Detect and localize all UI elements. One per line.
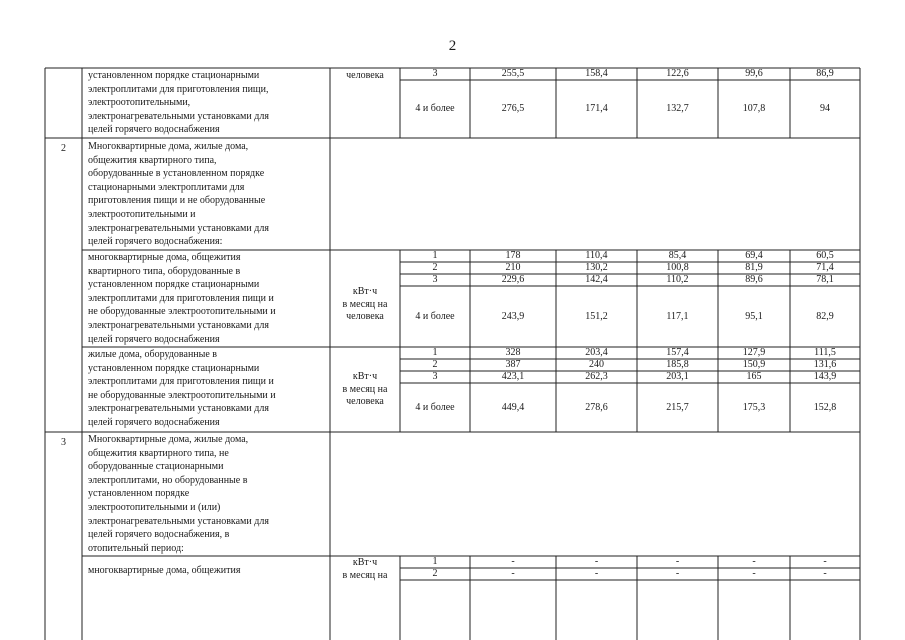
norm-value: 130,2 (585, 262, 608, 274)
section-heading: целей горячего водоснабжения, в (88, 529, 230, 541)
norm-value: - (594, 568, 599, 580)
norm-value: 276,5 (501, 103, 525, 115)
norm-value: 69,4 (745, 250, 763, 262)
row-description: электронагревательными установками для (88, 320, 269, 331)
unit-label: кВт·ч (352, 371, 378, 382)
norm-value: 255,5 (501, 68, 525, 80)
norm-value: - (752, 568, 756, 580)
norm-value: 203,4 (585, 347, 608, 359)
row-description: электронагревательными установками для (88, 403, 269, 415)
row-description: электроплитами для приготовления пищи и (88, 376, 274, 388)
section-heading: общежития квартирного типа, не (88, 447, 229, 459)
norm-value: 151,2 (585, 310, 608, 322)
norm-value: 387 (505, 359, 521, 371)
row-description: целей горячего водоснабжения (88, 333, 220, 345)
section-heading: установленном порядке (88, 488, 190, 500)
unit-label: в месяц на (342, 298, 388, 310)
norm-value: 110,2 (666, 274, 689, 286)
section-heading: электроотопительными и (или) (88, 502, 221, 513)
section-number: 2 (61, 143, 66, 154)
row-description: многоквартирные дома, общежития (88, 565, 241, 576)
norm-value: - (511, 568, 515, 580)
room-count: 1 (432, 250, 438, 262)
norm-value: 143,9 (813, 371, 837, 383)
norm-value: 99,6 (745, 68, 763, 80)
unit-label: кВт·ч (352, 557, 378, 568)
norm-value: 185,8 (666, 359, 689, 371)
norm-value: 262,3 (585, 371, 608, 383)
norm-value: - (675, 556, 680, 568)
page-number: 2 (448, 38, 457, 54)
norm-value: - (752, 556, 756, 568)
row-description: электронагревательными установками для (88, 110, 269, 122)
section-heading: целей горячего водоснабжения: (88, 236, 223, 248)
section-heading: оборудованные стационарными (88, 461, 224, 473)
unit-label: в месяц на (342, 569, 388, 581)
norm-value: 165 (746, 371, 762, 383)
norm-value: - (511, 556, 515, 568)
row-description: многоквартирные дома, общежития (88, 252, 241, 263)
room-count: 4 и более (415, 103, 455, 115)
section-heading: отопительный период: (88, 542, 184, 554)
norm-value: 78,1 (816, 274, 834, 286)
norm-value: 60,5 (816, 250, 834, 262)
row-description: целей горячего водоснабжения (88, 417, 220, 428)
norm-value: 423,1 (501, 371, 525, 383)
section-heading: Многоквартирные дома, жилые дома, (88, 141, 249, 152)
norm-value: 142,4 (585, 274, 608, 286)
row-description: электроотопительными, (88, 97, 191, 109)
unit-label: в месяц на (342, 383, 388, 395)
norm-value: 107,8 (742, 103, 766, 115)
norm-value: 157,4 (666, 347, 689, 359)
row-description: электроплитами для приготовления пищи, (88, 83, 269, 95)
room-count: 2 (432, 262, 438, 274)
norm-value: 111,5 (814, 347, 836, 359)
unit-label: человека (346, 396, 384, 407)
norm-value: 110,4 (585, 250, 608, 262)
norm-value: 131,6 (813, 359, 837, 371)
section-heading: электроотопительными и (88, 209, 196, 220)
section-heading: общежития квартирного типа, (88, 154, 217, 166)
norm-value: 175,3 (742, 401, 766, 413)
norm-value: 132,7 (666, 103, 689, 115)
row-description: квартирного типа, оборудованные в (88, 265, 241, 277)
norm-value: 117,1 (666, 310, 689, 322)
norm-value: 229,6 (501, 274, 525, 286)
norm-value: 81,9 (745, 262, 763, 274)
room-count: 3 (432, 68, 438, 80)
norm-value: 85,4 (668, 250, 687, 262)
row-description: электроплитами для приготовления пищи и (88, 292, 274, 304)
norm-value: 210 (505, 262, 521, 274)
norm-value: 89,6 (745, 274, 763, 286)
norm-value: 171,4 (585, 103, 608, 115)
row-description: установленном порядке стационарными (88, 70, 260, 81)
norm-value: - (823, 568, 827, 580)
section-heading: электронагревательными установками для (88, 515, 269, 527)
norm-value: 122,6 (666, 68, 689, 80)
room-count: 4 и более (415, 310, 455, 322)
room-count: 1 (432, 347, 438, 359)
room-count: 3 (432, 274, 438, 286)
norm-value: 150,9 (742, 359, 766, 371)
section-heading: оборудованные в установленном порядке (88, 168, 265, 180)
norm-value: 178 (505, 250, 521, 262)
norm-value: - (823, 556, 827, 568)
unit-label: человека (346, 311, 384, 322)
section-number: 3 (61, 437, 66, 448)
row-description: не оборудованные электроотопительными и (88, 389, 276, 401)
norm-value: - (675, 568, 680, 580)
section-heading: электроплитами, но оборудованные в (88, 474, 248, 486)
room-count: 2 (432, 359, 438, 371)
norm-value: 278,6 (585, 401, 608, 413)
section-heading: стационарными электроплитами для (88, 181, 245, 193)
norm-value: 215,7 (666, 401, 689, 413)
norm-value: 240 (589, 359, 604, 371)
room-count: 2 (432, 568, 438, 580)
row-description: жилые дома, оборудованные в (88, 349, 218, 360)
norm-value: 203,1 (666, 371, 689, 383)
unit-label: кВт·ч (352, 286, 378, 297)
norm-value: 71,4 (816, 262, 834, 274)
section-heading: электронагревательными установками для (88, 222, 269, 234)
room-count: 1 (432, 556, 438, 568)
norm-value: 328 (505, 347, 521, 359)
norm-value: 127,9 (742, 347, 766, 359)
norm-value: 94 (820, 103, 830, 115)
unit-label: человека (346, 70, 384, 81)
norm-value: 449,4 (501, 401, 525, 413)
row-description: установленном порядке стационарными (88, 279, 260, 291)
section-heading: Многоквартирные дома, жилые дома, (88, 434, 249, 445)
norm-value: 82,9 (816, 310, 834, 322)
norm-value: 243,9 (501, 310, 525, 322)
norm-value: 152,8 (813, 401, 837, 413)
row-description: целей горячего водоснабжения (88, 124, 220, 136)
norm-value: - (594, 556, 599, 568)
norm-value: 86,9 (816, 68, 834, 80)
norm-value: 100,8 (666, 262, 689, 274)
row-description: не оборудованные электроотопительными и (88, 306, 276, 318)
room-count: 3 (432, 371, 438, 383)
row-description: установленном порядке стационарными (88, 362, 260, 374)
norm-value: 158,4 (585, 68, 608, 80)
section-heading: приготовления пищи и не оборудованные (88, 195, 266, 207)
room-count: 4 и более (415, 401, 455, 413)
norm-value: 95,1 (745, 310, 763, 322)
